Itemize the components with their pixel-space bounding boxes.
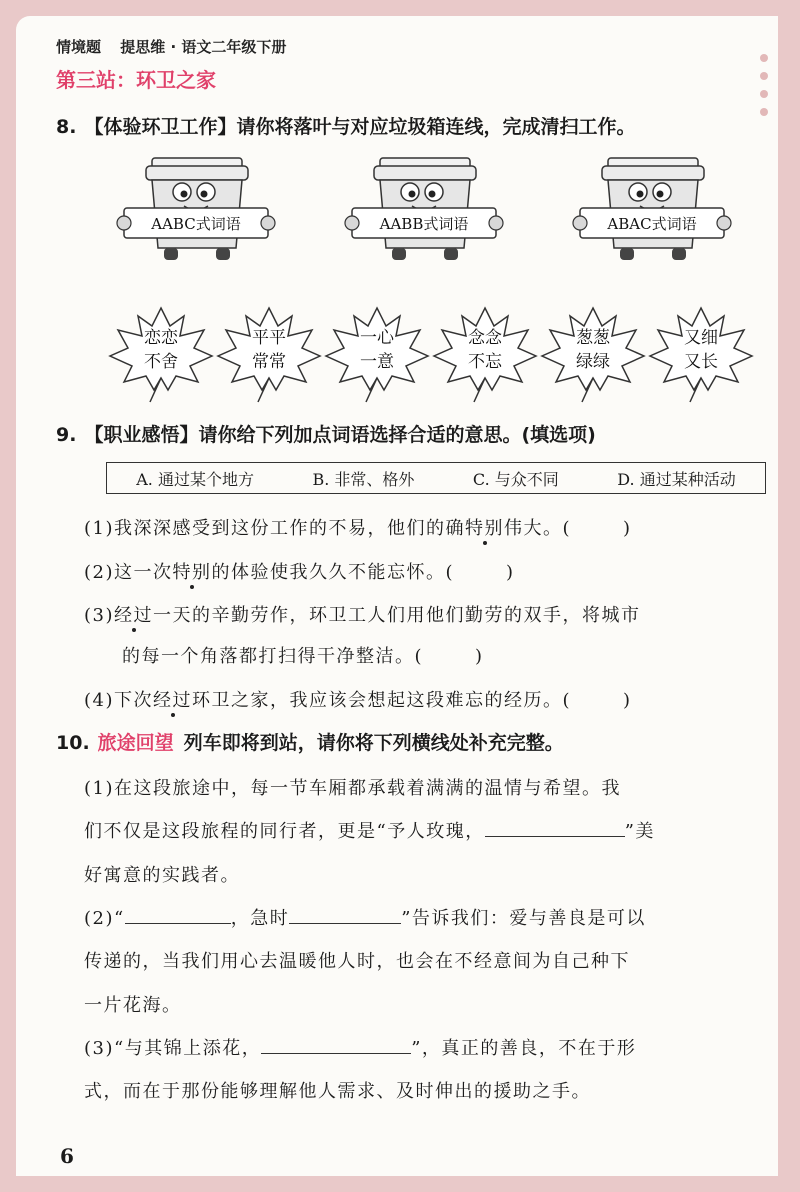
fill-blank[interactable] xyxy=(289,905,401,924)
leaf-word-1: 又细 xyxy=(684,328,718,348)
question-text: 列车即将到站，请你将下列横线处补充完整。 xyxy=(183,732,564,754)
sentence-text: 伟大。( xyxy=(504,518,572,539)
options-box xyxy=(106,462,766,494)
leaf-1[interactable] xyxy=(106,304,216,404)
passage-1-line-3: 好寓意的实践者。 xyxy=(84,865,240,886)
leaf-4[interactable] xyxy=(430,304,540,404)
trash-bin-abac[interactable] xyxy=(572,156,732,266)
leaf-word-1: 葱葱 xyxy=(576,328,610,348)
dotted-word: 特别 xyxy=(465,518,504,539)
leaf-word-1: 恋恋 xyxy=(144,328,178,348)
book-title: 提思维 · 语文二年级下册 xyxy=(120,38,287,56)
dotted-word: 特别 xyxy=(172,562,212,583)
passage-2-line-1 xyxy=(84,904,646,930)
leaf-word-2: 又长 xyxy=(684,352,718,372)
passage-1-line-1: (1)在这段旅途中，每一节车厢都承载着满满的温情与希望。我 xyxy=(84,778,621,799)
passage-text: ”美 xyxy=(624,821,655,842)
leaf-word-2: 一意 xyxy=(360,352,394,372)
bin-label: ABAC式词语 xyxy=(607,215,697,233)
passage-3-line-2: 式，而在于那份能够理解他人需求、及时伸出的援助之手。 xyxy=(84,1081,591,1102)
trash-bin-icon xyxy=(116,156,276,268)
question-number: 10. xyxy=(56,732,90,754)
leaf-6[interactable] xyxy=(646,304,756,404)
passage-text: ，急时 xyxy=(230,908,290,929)
dotted-word: 经过 xyxy=(114,605,153,626)
leaf-word-1: 平平 xyxy=(252,328,286,348)
trash-bin-icon xyxy=(572,156,732,268)
leaf-3[interactable] xyxy=(322,304,432,404)
series-name: 情境题 xyxy=(56,38,102,56)
option-c: C. 与众不同 xyxy=(472,469,559,489)
leaf-word-1: 念念 xyxy=(468,328,502,348)
trash-bin-aabb[interactable] xyxy=(344,156,504,266)
dotted-word: 经过 xyxy=(153,690,192,711)
bin-label: AABC式词语 xyxy=(151,215,241,233)
question-tag: 旅途回望 xyxy=(97,732,174,754)
sentence-text: ) xyxy=(475,646,484,667)
station-title: 第三站：环卫之家 xyxy=(56,68,216,92)
passage-1-line-2 xyxy=(84,817,655,843)
option-a: A. 通过某个地方 xyxy=(136,469,254,489)
option-b: B. 非常、格外 xyxy=(312,469,415,489)
sentence-text: ) xyxy=(506,562,515,583)
passage-text: 们不仅是这段旅程的同行者，更是“予人玫瑰， xyxy=(84,821,485,842)
trash-bins xyxy=(116,156,736,276)
question-8 xyxy=(56,112,635,139)
trash-bin-aabc[interactable] xyxy=(116,156,276,266)
sentence-text: (2)这一次 xyxy=(84,562,173,583)
page-number: 6 xyxy=(60,1144,74,1168)
option-d: D. 通过某种活动 xyxy=(617,469,736,489)
sentence-1 xyxy=(84,514,632,540)
passage-3-line-1 xyxy=(84,1034,636,1060)
bin-label: AABB式词语 xyxy=(379,215,469,233)
sentence-2 xyxy=(84,558,515,584)
passage-text: ”告诉我们：爱与善良是可以 xyxy=(401,908,646,929)
fill-blank[interactable] xyxy=(125,905,231,924)
question-text: 【体验环卫工作】请你将落叶与对应垃圾箱连线，完成清扫工作。 xyxy=(84,116,636,138)
margin-dots xyxy=(758,54,770,126)
passage-2-line-2: 传递的，当我们用心去温暖他人时，也会在不经意间为自己种下 xyxy=(84,951,630,972)
sentence-text: ) xyxy=(623,518,632,539)
question-number: 9. xyxy=(56,424,77,446)
leaf-word-1: 一心 xyxy=(360,328,394,348)
question-text: 【职业感悟】请你给下列加点词语选择合适的意思。(填选项) xyxy=(84,424,596,446)
sentence-3-continued xyxy=(122,642,484,668)
trash-bin-icon xyxy=(344,156,504,268)
leaf-word-2: 绿绿 xyxy=(576,352,610,372)
question-number: 8. xyxy=(56,116,77,138)
passage-text: (3)“与其锦上添花， xyxy=(84,1038,262,1059)
sentence-text: 环卫之家，我应该会想起这段难忘的经历。( xyxy=(192,690,572,711)
fill-blank[interactable] xyxy=(261,1035,411,1054)
sentence-text: (4)下次 xyxy=(84,690,153,711)
sentence-text: 一天的辛勤劳作，环卫工人们用他们勤劳的双手，将城市 xyxy=(153,605,641,626)
sentence-text: (3) xyxy=(84,605,114,626)
leaf-word-2: 不舍 xyxy=(144,352,178,372)
passage-text: ”，真正的善良，不在于形 xyxy=(411,1038,637,1059)
sentence-text: ) xyxy=(623,690,632,711)
leaf-word-2: 不忘 xyxy=(468,352,502,372)
question-9 xyxy=(56,420,596,447)
sentence-text: 的体验使我久久不能忘怀。( xyxy=(211,562,455,583)
passage-2-line-3: 一片花海。 xyxy=(84,995,182,1016)
question-10 xyxy=(56,728,564,755)
leaf-word-2: 常常 xyxy=(252,352,286,372)
leaf-5[interactable] xyxy=(538,304,648,404)
sentence-3 xyxy=(84,601,641,627)
workbook-page xyxy=(16,16,778,1176)
sentence-text: (1)我深深感受到这份工作的不易，他们的确 xyxy=(84,518,465,539)
leaf-group xyxy=(106,304,766,404)
passage-text: (2)“ xyxy=(84,908,125,929)
sentence-text: 的每一个角落都打扫得干净整洁。( xyxy=(122,646,424,667)
fill-blank[interactable] xyxy=(485,818,625,837)
leaf-2[interactable] xyxy=(214,304,324,404)
sentence-4 xyxy=(84,686,632,712)
page-header xyxy=(56,36,300,57)
